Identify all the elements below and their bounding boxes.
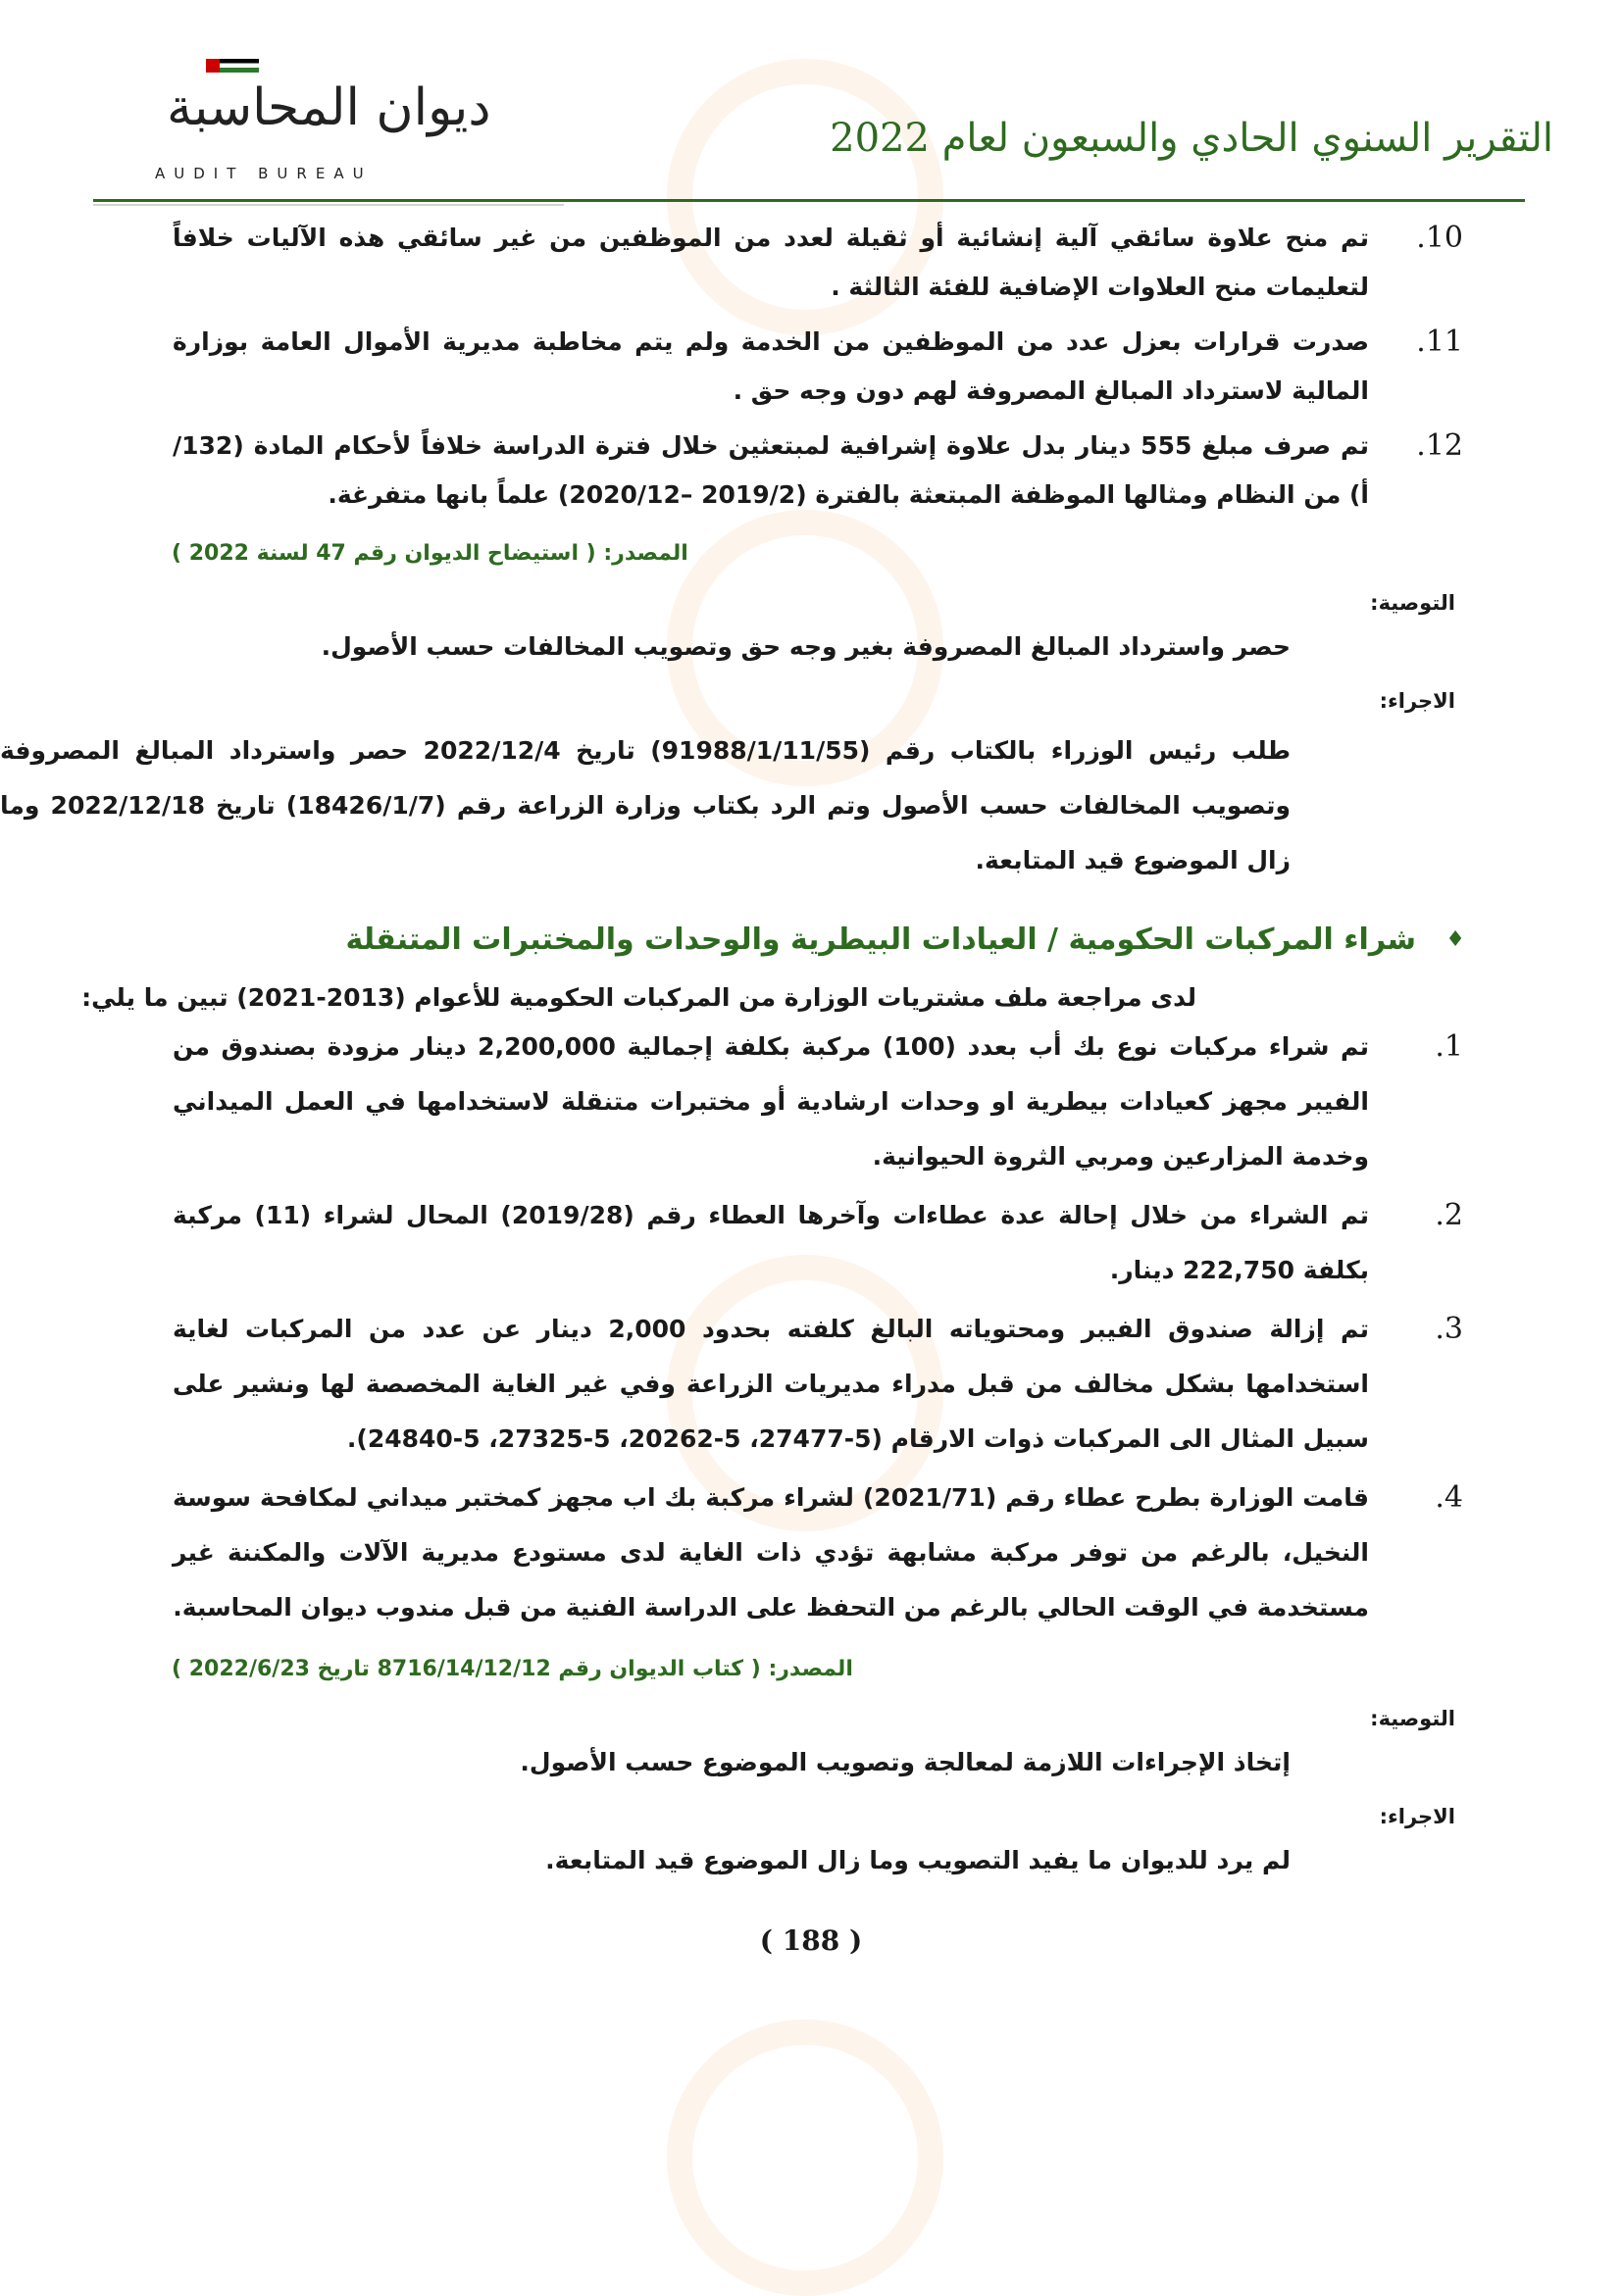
list-item bbox=[0, 1471, 1622, 1635]
header-divider-light bbox=[93, 204, 564, 206]
item-number: .12 bbox=[1416, 428, 1463, 463]
section-heading-row bbox=[0, 918, 1622, 963]
source-citation: المصدر: ( استيضاح الديوان رقم 47 لسنة 2022 ) bbox=[172, 541, 688, 566]
header-divider bbox=[93, 199, 1525, 202]
list-item bbox=[0, 1302, 1622, 1467]
section-heading: شراء المركبات الحكومية / العيادات البيطرية والوحدات والمختبرات المتنقلة bbox=[345, 923, 1416, 957]
logo-english: AUDIT BUREAU bbox=[155, 165, 373, 182]
item-number: .11 bbox=[1416, 324, 1463, 359]
list-item bbox=[0, 214, 1622, 312]
item-text: صدرت قرارات بعزل عدد من الموظفين من الخدمة ولم يتم مخاطبة مديرية الأموال العامة بوزارة المالية لاسترداد المبالغ المصروفة لهم دون وجه حق . bbox=[173, 327, 1369, 405]
audit-bureau-logo bbox=[147, 59, 491, 186]
source-citation-row bbox=[172, 1653, 1622, 1686]
action-label: الاجراء: bbox=[1379, 1805, 1455, 1828]
item-text: تم الشراء من خلال إحالة عدة عطاءات وآخرها العطاء رقم (2019/28) المحال لشراء (11) مركبة بكلفة 222,750 دينار. bbox=[173, 1201, 1369, 1284]
action-text: لم يرد للديوان ما يفيد التصويب وما زال الموضوع قيد المتابعة. bbox=[545, 1846, 1291, 1874]
item-text: قامت الوزارة بطرح عطاء رقم (2021/71) لشراء مركبة بك اب مجهز كمختبر ميداني لمكافحة سوسة النخيل، بالرغم من توفر مركبة مشابهة تؤدي ذات الغاية لدى مستودع مديرية الآلات والمكننة غير مستخدمة في الوقت الحالي بالرغم من التحفظ على الدراسة الفنية من قبل مندوب ديوان المحاسبة. bbox=[173, 1483, 1369, 1622]
item-text: تم شراء مركبات نوع بك أب بعدد (100) مركبة بكلفة إجمالية 2,200,000 دينار مزودة بصندوق من الفيبر مجهز كعيادات بيطرية او وحدات ارشادية أو مختبرات متنقلة لاستخدامها في العمل الميداني وخدمة المزارعين ومربي الثروة الحيوانية. bbox=[173, 1032, 1369, 1171]
section-intro: لدى مراجعة ملف مشتريات الوزارة من المركبات الحكومية للأعوام (2013-2021) تبين ما يلي: bbox=[81, 983, 1196, 1012]
page-number: ( 188 ) bbox=[759, 1924, 863, 1957]
item-text: تم إزالة صندوق الفيبر ومحتوياته البالغ كلفته بحدود 2,000 دينار عن عدد من المركبات لغاية استخدامها بشكل مخالف من قبل مدراء مديريات الزراعة وفي غير الغاية المخصصة لها ونشير على سبيل المثال الى المركبات ذوات الارقام (5-27477، 5-20262، 5-27325، 5-24840). bbox=[173, 1315, 1370, 1453]
action-label: الاجراء: bbox=[1379, 689, 1455, 713]
page-content bbox=[0, 214, 1622, 1961]
item-text: تم صرف مبلغ 555 دينار بدل علاوة إشرافية لمبتعثين خلال فترة الدراسة خلافاً لأحكام المادة (132/أ) من النظام ومثالها الموظفة المبتعثة بالفترة (2019/2 –2020/12) علماً بانها متفرغة. bbox=[173, 431, 1370, 509]
list-item bbox=[0, 1188, 1622, 1298]
item-number: .3 bbox=[1435, 1312, 1463, 1346]
logo-arabic: ديوان المحاسبة bbox=[167, 78, 491, 137]
item-text: تم منح علاوة سائقي آلية إنشائية أو ثقيلة لعدد من الموظفين من غير سائقي هذه الآليات خلافاً لتعليمات منح العلاوات الإضافية للفئة الثالثة . bbox=[173, 224, 1369, 301]
item-number: .10 bbox=[1416, 221, 1463, 255]
list-item bbox=[0, 422, 1622, 520]
recommendation-label: التوصية: bbox=[1370, 1707, 1455, 1730]
list-item bbox=[0, 1020, 1622, 1184]
flag-icon bbox=[206, 59, 259, 73]
source-citation: المصدر: ( كتاب الديوان رقم 8716/14/12/12 تاريخ 2022/6/23 ) bbox=[172, 1657, 853, 1681]
source-citation-row bbox=[172, 537, 1622, 571]
bullet-diamond-icon: ♦ bbox=[1445, 927, 1465, 952]
list-item bbox=[0, 318, 1622, 416]
recommendation-text: حصر واسترداد المبالغ المصروفة بغير وجه حق وتصويب المخالفات حسب الأصول. bbox=[321, 632, 1291, 661]
item-number: .1 bbox=[1435, 1029, 1463, 1064]
watermark-clock-icon bbox=[667, 2020, 943, 2296]
recommendation-text: إتخاذ الإجراءات اللازمة لمعالجة وتصويب الموضوع حسب الأصول. bbox=[520, 1748, 1291, 1776]
item-number: .2 bbox=[1435, 1198, 1463, 1232]
recommendation-label: التوصية: bbox=[1370, 591, 1455, 615]
item-number: .4 bbox=[1435, 1480, 1463, 1515]
action-text: طلب رئيس الوزراء بالكتاب رقم (91988/1/11/55) تاريخ 2022/12/4 حصر واسترداد المبالغ المصروفة وتصويب المخالفات حسب الأصول وتم الرد بكتاب وزارة الزراعة رقم (18426/1/7) تاريخ 2022/12/18 وما زال الموضوع قيد المتابعة. bbox=[0, 736, 1292, 874]
report-title: التقرير السنوي الحادي والسبعون لعام 2022 bbox=[830, 116, 1553, 161]
